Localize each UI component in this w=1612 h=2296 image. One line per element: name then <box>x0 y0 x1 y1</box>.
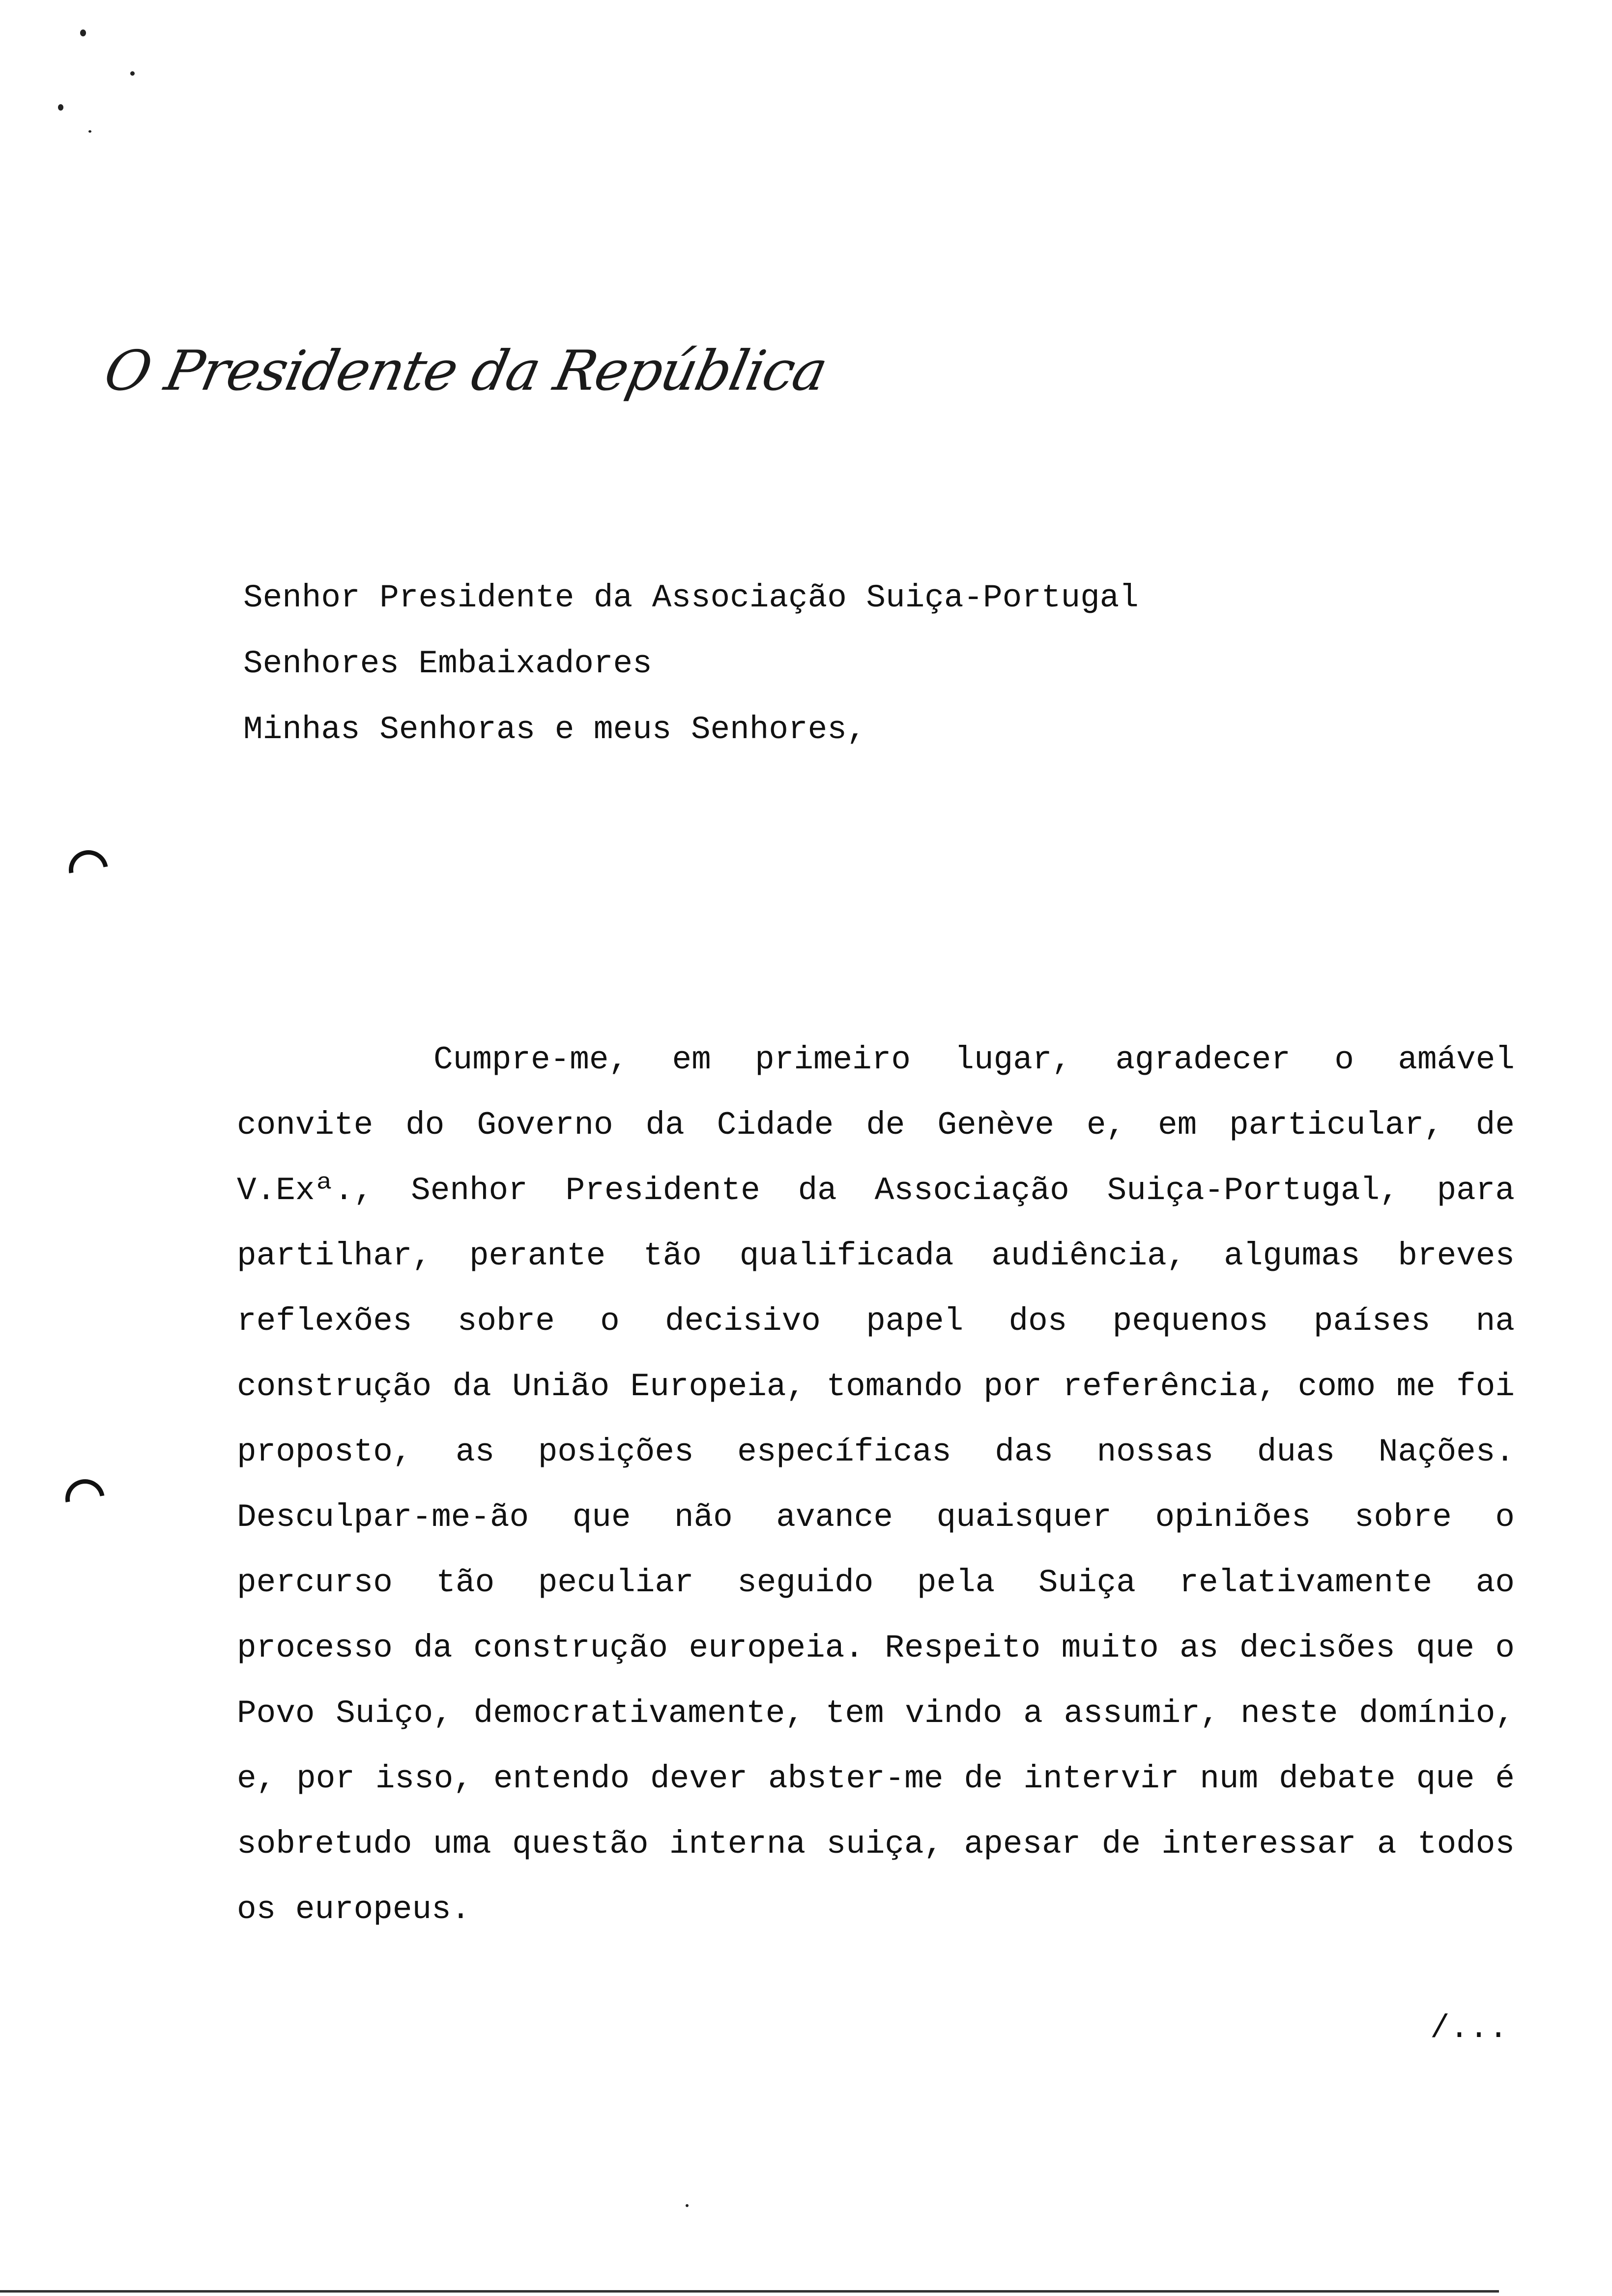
body-paragraph: Cumpre-me, em primeiro lugar, agradecer o amável convite do Governo da Cidade de Genève e, em particular, de V.Exª., Senhor Presidente da Associação Suiça-Portugal, para partilhar, perante tão qualificada audiência, algumas breves reflexões sobre o decisivo papel dos pequenos países na construção da União Europeia, tomando por referência, como me foi proposto, as posições específicas das nossas duas Nações. Desculpar-me-ão que não avance quaisquer opiniões sobre o percurso tão peculiar seguido pela Suiça relativamente ao processo da construção europeia. Respeito muito as decisões que o Povo Suiço, democrativamente, tem vindo a assumir, neste domínio, e, por isso, entendo dever abster-me de intervir num debate que é sobretudo uma questão interna suiça, apesar de interessar a todos os europeus. <box>237 1041 1515 1928</box>
scan-edge-line <box>0 2290 1499 2293</box>
punch-hole-mark <box>61 842 115 897</box>
letterhead-title: O Presidente da República <box>99 339 833 403</box>
salutation-block <box>243 565 1570 763</box>
punch-hole-mark <box>58 1471 112 1526</box>
salutation-line: Minhas Senhoras e meus Senhores, <box>243 711 866 748</box>
salutation-line: Senhores Embaixadores <box>243 645 652 682</box>
salutation-line: Senhor Presidente da Associação Suiça-Portugal <box>243 579 1139 616</box>
scan-speck <box>130 71 135 76</box>
scan-speck <box>58 104 63 111</box>
scan-speck <box>686 2204 689 2207</box>
page-continuation-mark: /... <box>1430 2010 1508 2047</box>
scan-speck <box>88 130 91 133</box>
scan-speck <box>80 29 86 36</box>
